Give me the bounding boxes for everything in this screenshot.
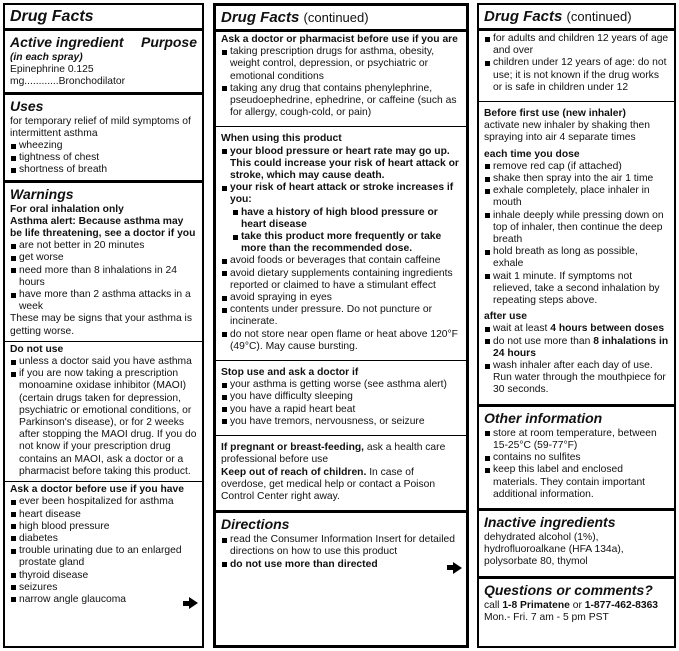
list-item: avoid spraying in eyes <box>221 292 461 304</box>
uses-intro: for temporary relief of mild symptoms of intermittent asthma <box>10 115 191 139</box>
list-item <box>484 336 669 360</box>
list-item: taking prescription drugs for asthma, obesity, weight control, depression, or psychiatric or emotional conditions <box>221 46 461 83</box>
arrow-right-icon <box>453 562 462 574</box>
list-item: ever been hospitalized for asthma <box>10 496 197 508</box>
questions-hours: Mon.- Fri. 7 am - 5 pm PST <box>484 611 609 623</box>
inactive-ingredients-section <box>479 508 674 576</box>
list-item: keep this label and enclosed materials. They contain important additional information. <box>484 464 669 501</box>
uses-title: Uses <box>10 97 44 114</box>
list-item: are not better in 20 minutes <box>10 240 197 252</box>
list-item: diabetes <box>10 533 197 545</box>
keep-out-of-reach <box>221 467 461 504</box>
list-item: avoid foods or beverages that contain caffeine <box>221 255 461 267</box>
list-item: your risk of heart attack or stroke increases if you: <box>221 182 461 206</box>
list-item: have more than 2 asthma attacks in a week <box>10 289 197 313</box>
ask-pharmacist-title: Ask a doctor or pharmacist before use if you are <box>221 34 458 45</box>
active-ingredient-title: Active ingredient <box>10 34 124 50</box>
ask-pharmacist-section <box>216 29 466 126</box>
pregnant-text: ask a health care professional before use <box>221 442 446 466</box>
column-3-title-text: Drug Facts <box>484 8 563 25</box>
list-item: your asthma is getting worse (see asthma alert) <box>221 379 461 391</box>
list-item: you have tremors, nervousness, or seizure <box>221 416 461 428</box>
list-item: thyroid disease <box>10 570 197 582</box>
call-primatene: 1-8 Primatene <box>502 599 570 611</box>
oral-inhalation-note: For oral inhalation only <box>10 203 124 215</box>
list-item: store at room temperature, between 15-25°C (59-77°F) <box>484 428 669 452</box>
list-item: children under 12 years of age: do not use; it is not known if the drug works or is safe in children under 12 <box>484 57 669 94</box>
list-item: need more than 8 inhalations in 24 hours <box>10 265 197 289</box>
list-item: taking any drug that contains phenylephrine, pseudoephedrine, ephedrine, or caffeine (such as for allergy, cough-cold, or pain) <box>221 83 461 120</box>
uses-section <box>5 92 202 180</box>
pregnant-warning <box>221 442 461 466</box>
list-item <box>484 323 669 335</box>
inactive-ingredients-title: Inactive ingredients <box>484 513 616 530</box>
before-first-use-title: Before first use (new inhaler) <box>484 108 626 120</box>
list-item: do not store near open flame or heat above 120°F (49°C). May cause bursting. <box>221 329 461 353</box>
when-using-section <box>216 126 466 360</box>
per-spray-note: (in each spray) <box>10 52 83 63</box>
list-item: contents under pressure. Do not puncture or incinerate. <box>221 304 461 328</box>
arrow-right-icon <box>189 597 198 609</box>
list-item: contains no sulfites <box>484 452 669 464</box>
asthma-alert-list <box>10 240 197 313</box>
pregnant-section <box>216 435 466 510</box>
uses-list <box>10 140 197 177</box>
stop-use-list <box>221 379 461 428</box>
purpose-title: Purpose <box>140 34 197 50</box>
ask-doctor-section <box>5 481 202 609</box>
call-phone: 1-877-462-8363 <box>584 599 659 611</box>
active-ingredient-line: Epinephrine 0.125 mg............Bronchodilator <box>10 64 126 88</box>
list-item: wash inhaler after each day of use. Run water through the mouthpiece for 30 seconds. <box>484 360 669 397</box>
list-item: take this product more frequently or take more than the recommended dose. <box>221 231 461 255</box>
list-item: you have difficulty sleeping <box>221 391 461 403</box>
continued-label: (continued) <box>303 10 369 25</box>
list-item: avoid dietary supplements containing ingredients reported or claimed to have a stimulant effect <box>221 268 461 292</box>
asthma-alert: Asthma alert: Because asthma may be life threatening, see a doctor if you <box>10 215 196 240</box>
inactive-ingredients-text: dehydrated alcohol (1%), hydrofluoroalkane (HFA 134a), polysorbate 80, thymol <box>484 531 624 568</box>
before-first-use-text: activate new inhaler by shaking then spraying into air 4 separate times <box>484 120 650 144</box>
list-item: shake then spray into the air 1 time <box>484 173 669 185</box>
questions-call <box>484 600 669 612</box>
keep-bold: Keep out of reach of children. <box>221 466 367 478</box>
do-not-use-title: Do not use <box>10 343 64 355</box>
do-not-use-section <box>5 341 202 481</box>
other-information-section <box>479 404 674 508</box>
list-item: get worse <box>10 252 197 264</box>
each-time-list <box>484 161 669 307</box>
list-item: tightness of chest <box>10 152 197 164</box>
column-1-title: Drug Facts <box>10 8 94 25</box>
questions-title: Questions or comments? <box>484 581 653 598</box>
drug-facts-column-3 <box>477 3 676 648</box>
warnings-title: Warnings <box>10 185 74 202</box>
list-item: narrow angle glaucoma <box>10 594 197 606</box>
list-item: heart disease <box>10 509 197 521</box>
list-item: wheezing <box>10 140 197 152</box>
drug-facts-column-1 <box>3 3 204 648</box>
each-time-title: each time you dose <box>484 148 580 160</box>
warnings-section <box>5 180 202 341</box>
list-item: have a history of high blood pressure or heart disease <box>221 207 461 231</box>
stop-use-title: Stop use and ask a doctor if <box>221 367 359 379</box>
ask-doctor-title: Ask a doctor before use if you have <box>10 484 184 496</box>
drug-facts-column-2 <box>213 3 469 648</box>
warnings-note: These may be signs that your asthma is getting worse. <box>10 313 192 337</box>
list-item: seizures <box>10 582 197 594</box>
directions-list <box>221 534 461 571</box>
age-section <box>479 28 674 101</box>
continued-label: (continued) <box>566 9 632 24</box>
pregnant-bold: If pregnant or breast-feeding, <box>221 442 365 454</box>
column-2-title-text: Drug Facts <box>221 9 300 26</box>
list-item: you have a rapid heart beat <box>221 404 461 416</box>
column-3-title <box>479 5 674 28</box>
list-item: inhale deeply while pressing down on top of inhaler, then continue the deep breath <box>484 210 669 247</box>
after-use-text: do not use more than <box>493 335 594 347</box>
ask-pharmacist-list <box>221 46 461 119</box>
after-use-bold: 4 hours between doses <box>550 323 665 335</box>
before-first-use-section <box>479 101 674 404</box>
ask-doctor-list <box>10 496 197 606</box>
do-not-use-list <box>10 356 197 478</box>
list-item: for adults and children 12 years of age and over <box>484 33 669 57</box>
list-item: do not use more than directed <box>221 559 461 571</box>
other-information-title: Other information <box>484 409 603 426</box>
list-item: read the Consumer Information Insert for detailed directions on how to use this product <box>221 534 461 558</box>
call-text: call <box>484 599 503 611</box>
list-item: if you are now taking a prescription monoamine oxidase inhibitor (MAOI) (certain drugs taken for depression, psychiatric or emotional conditions, or Parkinson's disease), or for 2 weeks after stopping the MAOI drug. If you do not know if your prescription drug contains an MAOI, ask a doctor or a pharmacist before taking this product. <box>10 368 197 478</box>
list-item: unless a doctor said you have asthma <box>10 356 197 368</box>
stop-use-section <box>216 360 466 435</box>
list-item: your blood pressure or heart rate may go up. This could increase your risk of heart attack or stroke, which may cause death. <box>221 146 461 183</box>
list-item: high blood pressure <box>10 521 197 533</box>
after-use-bold: 8 inhalations in 24 hours <box>493 335 669 359</box>
keep-text: In case of overdose, get medical help or contact a Poison Control Center right away. <box>221 466 436 502</box>
other-information-list <box>484 428 669 501</box>
list-item: wait 1 minute. If symptoms not relieved, take a second inhalation by repeating steps above. <box>484 271 669 308</box>
call-or: or <box>569 599 585 611</box>
list-item: hold breath as long as possible, exhale <box>484 246 669 270</box>
after-use-title: after use <box>484 311 527 323</box>
after-use-list <box>484 323 669 396</box>
when-using-list <box>221 146 461 353</box>
list-item: exhale completely, place inhaler in mouth <box>484 185 669 209</box>
list-item: shortness of breath <box>10 164 197 176</box>
list-item: remove red cap (if attached) <box>484 161 669 173</box>
directions-section <box>216 510 466 574</box>
after-use-text: wait at least <box>493 323 551 335</box>
directions-title: Directions <box>221 516 290 533</box>
active-ingredient-section <box>5 28 202 92</box>
questions-section <box>479 576 674 627</box>
column-2-title <box>216 6 466 29</box>
age-list <box>484 33 669 94</box>
when-using-title: When using this product <box>221 133 342 145</box>
list-item: trouble urinating due to an enlarged prostate gland <box>10 545 197 569</box>
